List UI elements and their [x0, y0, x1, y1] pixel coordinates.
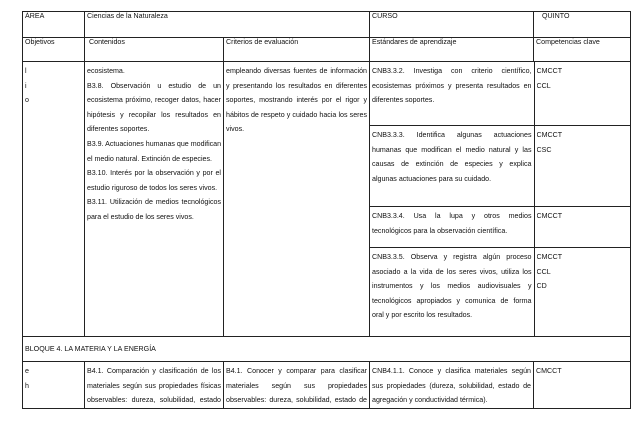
- competencia-item: CMCCT: [536, 367, 562, 375]
- header-row: [23, 12, 631, 38]
- col-criterios: Criterios de evaluación: [224, 38, 370, 62]
- contenido-line: B4.1. Comparación y clasificación de los: [87, 367, 221, 375]
- competencia-list: [534, 126, 631, 207]
- area-value: Ciencias de la Naturaleza: [85, 12, 370, 38]
- col-competencias: Competencias clave: [534, 38, 631, 62]
- estandar-row: [370, 248, 631, 337]
- estandar-line: instrumentos y los medios audiovisuales y: [372, 282, 532, 291]
- objetivo-item: i: [25, 81, 27, 90]
- estandar-text: [370, 126, 534, 207]
- criterios-cell: [224, 62, 370, 337]
- competencia-item: CMCCT: [536, 253, 563, 261]
- objetivo-item: o: [25, 96, 29, 105]
- col-objetivos: Objetivos: [23, 38, 85, 62]
- estandar-row: [370, 126, 631, 207]
- estandar-line: CNB3.3.3. Identifica algunas actuaciones: [372, 131, 532, 139]
- content-row-2: [23, 362, 631, 409]
- competencias-cell: [534, 362, 631, 409]
- estandar-line: sus propiedades (dureza, solubilidad, estado de: [372, 381, 531, 390]
- criterio-line: materiales según sus propiedades: [226, 381, 367, 390]
- contenidos-cell: [85, 362, 224, 409]
- criterio-line: y presentando los resultados en diferentes: [226, 81, 367, 90]
- estandares-cell: [370, 362, 534, 409]
- column-header-row: [23, 38, 631, 62]
- criterio-line: B4.1. Conocer y comparar para clasificar: [226, 367, 367, 375]
- competencia-item: CSC: [536, 145, 552, 154]
- estandar-line: tecnológicos para la observación científica.: [372, 226, 508, 235]
- estandar-text: [370, 62, 534, 126]
- estandares-competencias-cell: [370, 62, 631, 337]
- area-label: ÁREA: [23, 12, 85, 38]
- block-4-title: BLOQUE 4. LA MATERIA Y LA ENERGÍA: [23, 337, 631, 362]
- estandar-line: causas de extinción de especies y explica: [372, 160, 532, 169]
- curso-value: QUINTO: [534, 12, 631, 38]
- contenido-line: para el estudio de los seres vivos.: [87, 212, 194, 221]
- competencia-list: [534, 207, 631, 248]
- contenido-line: B3.9. Actuaciones humanas que modifican: [87, 139, 222, 148]
- criterio-line: vivos.: [226, 125, 245, 134]
- criterio-line: empleando diversas fuentes de información: [226, 67, 367, 75]
- contenido-line: ecosistema próximo, recoger datos, hacer: [87, 96, 221, 105]
- estandar-line: CNB3.3.4. Usa la lupa y otros medios: [372, 212, 532, 220]
- estandar-line: oral y por escrito los resultados.: [372, 311, 473, 320]
- estandares-subtable: [370, 62, 631, 336]
- objetivo-item: e: [25, 367, 29, 375]
- curso-label: CURSO: [370, 12, 534, 38]
- block-4-row: [23, 337, 631, 362]
- criterio-line: observables: dureza, solubilidad, estado de: [226, 396, 367, 405]
- estandar-row: [370, 62, 631, 126]
- col-contenidos: Contenidos: [85, 38, 224, 62]
- criterios-cell: [224, 362, 370, 409]
- estandar-text: [370, 248, 534, 337]
- col-estandares: Estándares de aprendizaje: [370, 38, 534, 62]
- criterio-line: hábitos de respeto y cuidado hacia los seres: [226, 110, 367, 119]
- estandar-line: ecosistemas próximos y presenta resultados en: [372, 81, 532, 90]
- estandar-line: diferentes soportes.: [372, 96, 435, 105]
- contenido-line: el medio natural. Extinción de especies.: [87, 154, 212, 163]
- estandar-row: [370, 207, 631, 248]
- competencia-item: CD: [536, 282, 547, 291]
- criterio-line: soportes, mostrando interés por el rigor y: [226, 96, 367, 105]
- contenido-line: diferentes soportes.: [87, 125, 150, 134]
- objetivo-item: l: [25, 67, 27, 75]
- estandar-line: agregación y conductividad térmica).: [372, 396, 488, 405]
- contenido-line: materiales según sus propiedades físicas: [87, 381, 221, 390]
- competencia-item: CCL: [536, 267, 551, 276]
- objetivo-item: h: [25, 381, 29, 390]
- competencia-item: CMCCT: [536, 67, 563, 75]
- contenido-line: hipótesis y recopilar los resultados en: [87, 110, 221, 119]
- estandar-text: [370, 207, 534, 248]
- content-row-1: [23, 62, 631, 337]
- contenido-line: observables: dureza, solubilidad, estado: [87, 396, 221, 405]
- competencia-list: [534, 248, 631, 337]
- estandar-line: asociado a la vida de los seres vivos, utiliza los: [372, 267, 532, 276]
- contenido-line: B3.11. Utilización de medios tecnológicos: [87, 198, 221, 207]
- estandar-line: CNB4.1.1. Conoce y clasifica materiales según: [372, 367, 531, 375]
- competencia-item: CMCCT: [536, 212, 563, 220]
- estandar-line: algunas actuaciones para su cuidado.: [372, 174, 492, 183]
- contenido-line: B3.10. Interés por la observación y por el: [87, 169, 221, 178]
- contenidos-cell: [85, 62, 224, 337]
- competencia-list: [534, 62, 631, 126]
- objetivos-cell: [23, 362, 85, 409]
- estandar-line: CNB3.3.2. Investiga con criterio científico,: [372, 67, 532, 75]
- competencia-item: CCL: [536, 81, 551, 90]
- contenido-line: estudio riguroso de todos los seres vivos.: [87, 183, 218, 192]
- estandar-line: humanas que modifican el medio natural y las: [372, 145, 532, 154]
- competencia-item: CMCCT: [536, 131, 563, 139]
- contenido-line: B3.8. Observación u estudio de un: [87, 81, 221, 90]
- estandar-line: tecnológicos apropiados y comunica de forma: [372, 296, 532, 305]
- estandar-line: CNB3.3.5. Observa y registra algún proceso: [372, 253, 532, 261]
- objetivos-cell: [23, 62, 85, 337]
- contenido-line: ecosistema.: [87, 67, 125, 75]
- curriculum-table: [22, 11, 631, 409]
